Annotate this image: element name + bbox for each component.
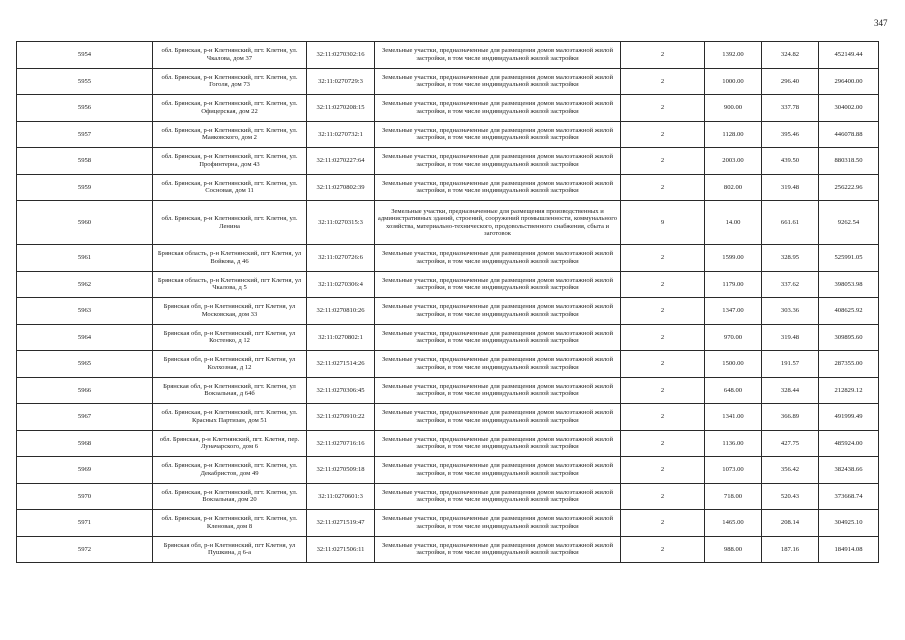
cadastral-value-cell: 446078.88 [819,121,879,148]
cadastral-value-cell: 256222.96 [819,174,879,201]
address-cell: обл. Брянская, р-н Клетнянский, пгт. Клетня, ул. Профинтерна, дом 43 [153,148,307,175]
group-cell: 2 [621,245,705,272]
land-use-cell: Земельные участки, предназначенные для размещения домов малоэтажной жилой застройки, в том числе индивидуальной жилой застройки [375,148,621,175]
land-use-cell: Земельные участки, предназначенные для размещения домов малоэтажной жилой застройки, в том числе индивидуальной жилой застройки [375,42,621,69]
row-number: 5960 [17,201,153,245]
cadastral-number-cell: 32:11:0270315:3 [307,201,375,245]
address-cell: обл. Брянская, р-н Клетнянский, пгт. Клетня, ул. Вокзальная, дом 20 [153,483,307,510]
land-use-cell: Земельные участки, предназначенные для размещения домов малоэтажной жилой застройки, в том числе индивидуальной жилой застройки [375,271,621,298]
address-cell: обл. Брянская, р-н Клетнянский, пгт. Клетня, пер. Луначарского, дом 6 [153,430,307,457]
cadastral-number-cell: 32:11:0271519:47 [307,510,375,537]
cadastral-value-cell: 408625.92 [819,298,879,325]
area-cell: 802.00 [705,174,762,201]
area-cell: 1500.00 [705,351,762,378]
land-use-cell: Земельные участки, предназначенные для размещения производственных и административных зданий, строений, сооружений промышленности, коммунального хозяйства, материально-технического, продовольственного снабжения, сбыта и заготовок [375,201,621,245]
cadastral-number-cell: 32:11:0270726:6 [307,245,375,272]
land-use-cell: Земельные участки, предназначенные для размещения домов малоэтажной жилой застройки, в том числе индивидуальной жилой застройки [375,174,621,201]
area-cell: 1000.00 [705,68,762,95]
cadastral-number-cell: 32:11:0270227:64 [307,148,375,175]
cadastral-number-cell: 32:11:0270732:1 [307,121,375,148]
cadastral-value-cell: 398053.98 [819,271,879,298]
table-row [17,457,879,484]
table-body [17,42,879,563]
specific-value-cell: 191.57 [762,351,819,378]
row-number: 5962 [17,271,153,298]
row-number: 5965 [17,351,153,378]
group-cell: 2 [621,457,705,484]
land-use-cell: Земельные участки, предназначенные для размещения домов малоэтажной жилой застройки, в том числе индивидуальной жилой застройки [375,430,621,457]
specific-value-cell: 661.61 [762,201,819,245]
table-row [17,510,879,537]
group-cell: 2 [621,430,705,457]
land-use-cell: Земельные участки, предназначенные для размещения домов малоэтажной жилой застройки, в том числе индивидуальной жилой застройки [375,324,621,351]
land-use-cell: Земельные участки, предназначенные для размещения домов малоэтажной жилой застройки, в том числе индивидуальной жилой застройки [375,298,621,325]
group-cell: 2 [621,174,705,201]
table-row [17,324,879,351]
address-cell: обл. Брянская, р-н Клетнянский, пгт. Клетня, ул. Кленовая, дом 8 [153,510,307,537]
cadastral-value-cell: 525991.05 [819,245,879,272]
land-use-cell: Земельные участки, предназначенные для размещения домов малоэтажной жилой застройки, в том числе индивидуальной жилой застройки [375,95,621,122]
land-use-cell: Земельные участки, предназначенные для размещения домов малоэтажной жилой застройки, в том числе индивидуальной жилой застройки [375,351,621,378]
group-cell: 2 [621,298,705,325]
table-row [17,430,879,457]
cadastral-value-cell: 304925.10 [819,510,879,537]
specific-value-cell: 337.78 [762,95,819,122]
row-number: 5955 [17,68,153,95]
specific-value-cell: 427.75 [762,430,819,457]
area-cell: 1465.00 [705,510,762,537]
address-cell: обл. Брянская, р-н Клетнянский, пгт. Клетня, ул. Красных Партизан, дом 51 [153,404,307,431]
group-cell: 2 [621,42,705,69]
specific-value-cell: 356.42 [762,457,819,484]
specific-value-cell: 208.14 [762,510,819,537]
address-cell: Брянская обл, р-н Клетнянский, пгт Клетня, ул Костенко, д 12 [153,324,307,351]
table-row [17,95,879,122]
cadastral-value-cell: 9262.54 [819,201,879,245]
land-use-cell: Земельные участки, предназначенные для размещения домов малоэтажной жилой застройки, в том числе индивидуальной жилой застройки [375,377,621,404]
land-use-cell: Земельные участки, предназначенные для размещения домов малоэтажной жилой застройки, в том числе индивидуальной жилой застройки [375,510,621,537]
table-row [17,121,879,148]
table-row [17,148,879,175]
specific-value-cell: 366.89 [762,404,819,431]
table-row [17,483,879,510]
table-row [17,174,879,201]
specific-value-cell: 328.95 [762,245,819,272]
cadastral-number-cell: 32:11:0270729:3 [307,68,375,95]
row-number: 5959 [17,174,153,201]
address-cell: обл. Брянская, р-н Клетнянский, пгт. Клетня, ул. Чкалова, дом 37 [153,42,307,69]
area-cell: 648.00 [705,377,762,404]
address-cell: Брянская обл, р-н Клетнянский, пгт Клетня, ул Пушкина, д 6-а [153,536,307,563]
address-cell: обл. Брянская, р-н Клетнянский, пгт. Клетня, ул. Маяковского, дом 2 [153,121,307,148]
table-row [17,351,879,378]
row-number: 5968 [17,430,153,457]
area-cell: 1179.00 [705,271,762,298]
land-use-cell: Земельные участки, предназначенные для размещения домов малоэтажной жилой застройки, в том числе индивидуальной жилой застройки [375,245,621,272]
address-cell: обл. Брянская, р-н Клетнянский, пгт. Клетня, ул. Сосновая, дом 11 [153,174,307,201]
cadastral-number-cell: 32:11:0270910:22 [307,404,375,431]
row-number: 5967 [17,404,153,431]
area-cell: 718.00 [705,483,762,510]
cadastral-number-cell: 32:11:0270601:3 [307,483,375,510]
cadastral-number-cell: 32:11:0270802:39 [307,174,375,201]
cadastral-number-cell: 32:11:0270716:16 [307,430,375,457]
group-cell: 2 [621,148,705,175]
cadastral-value-cell: 491999.49 [819,404,879,431]
group-cell: 2 [621,351,705,378]
address-cell: Брянская область, р-н Клетнянский, пгт Клетня, ул Войкова, д 46 [153,245,307,272]
table-row [17,245,879,272]
group-cell: 2 [621,324,705,351]
area-cell: 14.00 [705,201,762,245]
row-number: 5957 [17,121,153,148]
group-cell: 2 [621,377,705,404]
land-use-cell: Земельные участки, предназначенные для размещения домов малоэтажной жилой застройки, в том числе индивидуальной жилой застройки [375,121,621,148]
row-number: 5961 [17,245,153,272]
cadastral-value-cell: 212829.12 [819,377,879,404]
area-cell: 970.00 [705,324,762,351]
specific-value-cell: 324.82 [762,42,819,69]
row-number: 5969 [17,457,153,484]
cadastral-value-cell: 382438.66 [819,457,879,484]
group-cell: 2 [621,271,705,298]
table-row [17,298,879,325]
area-cell: 2003.00 [705,148,762,175]
cadastral-value-cell: 296400.00 [819,68,879,95]
row-number: 5958 [17,148,153,175]
address-cell: Брянская обл, р-н Клетнянский, пгт Клетня, ул Московская, дом 33 [153,298,307,325]
specific-value-cell: 319.48 [762,324,819,351]
specific-value-cell: 319.48 [762,174,819,201]
area-cell: 1599.00 [705,245,762,272]
land-use-cell: Земельные участки, предназначенные для размещения домов малоэтажной жилой застройки, в том числе индивидуальной жилой застройки [375,457,621,484]
table-row [17,377,879,404]
table-row [17,68,879,95]
specific-value-cell: 337.62 [762,271,819,298]
cadastral-value-cell: 304002.00 [819,95,879,122]
area-cell: 900.00 [705,95,762,122]
table-row [17,201,879,245]
specific-value-cell: 303.36 [762,298,819,325]
cadastral-value-cell: 309895.60 [819,324,879,351]
land-use-cell: Земельные участки, предназначенные для размещения домов малоэтажной жилой застройки, в том числе индивидуальной жилой застройки [375,536,621,563]
group-cell: 2 [621,68,705,95]
specific-value-cell: 395.46 [762,121,819,148]
group-cell: 9 [621,201,705,245]
row-number: 5966 [17,377,153,404]
row-number: 5956 [17,95,153,122]
table-row [17,404,879,431]
row-number: 5970 [17,483,153,510]
row-number: 5972 [17,536,153,563]
specific-value-cell: 439.50 [762,148,819,175]
area-cell: 1347.00 [705,298,762,325]
group-cell: 2 [621,95,705,122]
address-cell: Брянская обл, р-н Клетнянский, пгт Клетня, ул Колхозная, д 12 [153,351,307,378]
address-cell: обл. Брянская, р-н Клетнянский, пгт. Клетня, ул. Офицерская, дом 22 [153,95,307,122]
area-cell: 1128.00 [705,121,762,148]
group-cell: 2 [621,483,705,510]
address-cell: Брянская область, р-н Клетнянский, пгт Клетня, ул Чкалова, д 5 [153,271,307,298]
land-use-cell: Земельные участки, предназначенные для размещения домов малоэтажной жилой застройки, в том числе индивидуальной жилой застройки [375,404,621,431]
address-cell: обл. Брянская, р-н Клетнянский, пгт. Клетня, ул. Ленина [153,201,307,245]
cadastral-number-cell: 32:11:0271506:11 [307,536,375,563]
area-cell: 988.00 [705,536,762,563]
area-cell: 1341.00 [705,404,762,431]
area-cell: 1136.00 [705,430,762,457]
cadastral-value-cell: 485924.00 [819,430,879,457]
cadastral-number-cell: 32:11:0270802:1 [307,324,375,351]
group-cell: 2 [621,404,705,431]
address-cell: обл. Брянская, р-н Клетнянский, пгт. Клетня, ул. Декабристов, дом 49 [153,457,307,484]
cadastral-number-cell: 32:11:0270208:15 [307,95,375,122]
cadastral-value-cell: 373668.74 [819,483,879,510]
cadastral-number-cell: 32:11:0270306:4 [307,271,375,298]
group-cell: 2 [621,121,705,148]
cadastral-value-table [16,41,879,563]
table-row [17,536,879,563]
table-row [17,42,879,69]
group-cell: 2 [621,510,705,537]
page-number: 347 [874,18,888,28]
cadastral-value-cell: 287355.00 [819,351,879,378]
area-cell: 1392.00 [705,42,762,69]
specific-value-cell: 520.43 [762,483,819,510]
specific-value-cell: 296.40 [762,68,819,95]
table-row [17,271,879,298]
cadastral-number-cell: 32:11:0270810:26 [307,298,375,325]
row-number: 5971 [17,510,153,537]
cadastral-value-cell: 880318.50 [819,148,879,175]
cadastral-number-cell: 32:11:0270302:16 [307,42,375,69]
area-cell: 1073.00 [705,457,762,484]
cadastral-number-cell: 32:11:0270306:45 [307,377,375,404]
row-number: 5963 [17,298,153,325]
land-use-cell: Земельные участки, предназначенные для размещения домов малоэтажной жилой застройки, в том числе индивидуальной жилой застройки [375,68,621,95]
specific-value-cell: 328.44 [762,377,819,404]
row-number: 5964 [17,324,153,351]
cadastral-number-cell: 32:11:0271514:26 [307,351,375,378]
row-number: 5954 [17,42,153,69]
cadastral-number-cell: 32:11:0270509:18 [307,457,375,484]
address-cell: обл. Брянская, р-н Клетнянский, пгт. Клетня, ул. Гоголя, дом 73 [153,68,307,95]
specific-value-cell: 187.16 [762,536,819,563]
cadastral-value-cell: 184914.08 [819,536,879,563]
group-cell: 2 [621,536,705,563]
land-use-cell: Земельные участки, предназначенные для размещения домов малоэтажной жилой застройки, в том числе индивидуальной жилой застройки [375,483,621,510]
cadastral-value-cell: 452149.44 [819,42,879,69]
address-cell: Брянская обл, р-н Клетнянский, пгт. Клетня, ул Вокзальная, д 64б [153,377,307,404]
